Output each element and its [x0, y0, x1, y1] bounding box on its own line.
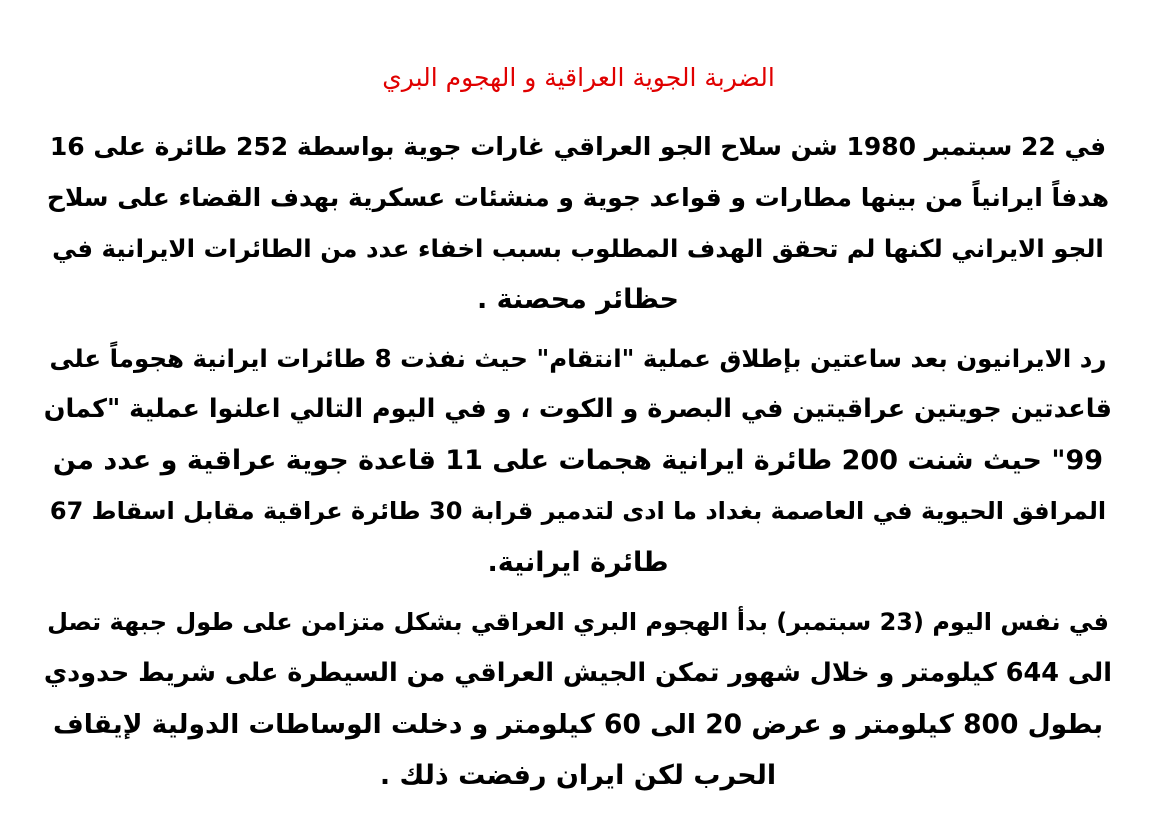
- paragraph-line: قاعدتين جويتين عراقيتين في البصرة و الكوت ، و في اليوم التالي اعلنوا عملية "كمان: [44, 394, 1112, 424]
- paragraph-ground-offensive: [44, 597, 1112, 801]
- paragraph-line: في 22 سبتمبر 1980 شن سلاح الجو العراقي غارات جوية بواسطة 252 طائرة على 16: [49, 132, 1107, 161]
- document-title: الضربة الجوية العراقية و الهجوم البري: [382, 63, 775, 92]
- paragraph-line: رد الايرانيون بعد ساعتين بإطلاق عملية "انتقام" حيث نفذت 8 طائرات ايرانية هجوماً على: [49, 344, 1107, 373]
- paragraph-line: الى 644 كيلومتر و خلال شهور تمكن الجيش العراقي من السيطرة على شريط حدودي: [44, 658, 1112, 688]
- paragraph-line: الجو الايراني لكنها لم تحقق الهدف المطلوب بسبب اخفاء عدد من الطائرات الايرانية في: [52, 234, 1104, 263]
- paragraph-line: 99" حيث شنت 200 طائرة ايرانية هجمات على 11 قاعدة جوية عراقية و عدد من: [52, 445, 1104, 476]
- paragraph-line: حظائر محصنة .: [476, 284, 680, 315]
- paragraph-line: الحرب لكن ايران رفضت ذلك .: [379, 760, 777, 791]
- paragraph-line: هدفاً ايرانياً من بينها مطارات و قواعد جوية و منشئات عسكرية بهدف القضاء على سلاح: [46, 183, 1110, 212]
- paragraph-iranian-response: [44, 333, 1112, 588]
- paragraph-line: بطول 800 كيلومتر و عرض 20 الى 60 كيلومتر و دخلت الوساطات الدولية لإيقاف: [52, 709, 1104, 740]
- paragraph-line: في نفس اليوم (23 سبتمبر) بدأ الهجوم البري العراقي بشكل متزامن على طول جبهة تصل: [47, 608, 1109, 636]
- paragraph-air-strike: [44, 121, 1112, 325]
- paragraph-line: طائرة ايرانية.: [487, 547, 669, 578]
- paragraph-line: المرافق الحيوية في العاصمة بغداد ما ادى لتدمير قرابة 30 طائرة عراقية مقابل اسقاط 67: [49, 497, 1107, 525]
